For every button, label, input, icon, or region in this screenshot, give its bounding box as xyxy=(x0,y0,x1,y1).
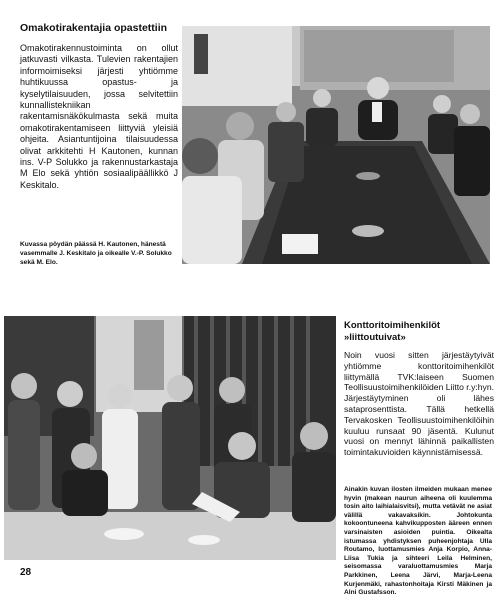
group-photo-graphic xyxy=(4,316,336,560)
article-bottom-caption: Ainakin kuvan ilosten ilmeiden mukaan menee hyvin (makean naurun aiheena oli kuulemma tosin aito laihialaisvitsi), mutta vetävät ne asiat välillä vakavaksikin. Johtokunta kokoontuneena kahvikupposten ääreen ennen varsinaisten asioiden puintia. Oikealta istumassa yhdistyksen puheenjohtaja Ulla Routamo, luottamusmies Anja Korpio, Anna-Liisa Tukia ja sihteeri Leila Helminen, seisomassa varaluottamusmies Marja Parkkinen, Leena Järvi, Marja-Leena Kurjenmäki, rahastonhoitaja Kirsti Mäkinen ja Alni Gustafsson. xyxy=(344,486,492,597)
meeting-photo-icon xyxy=(182,26,490,264)
group-photo-icon xyxy=(4,316,336,560)
article-top-body: Omakotirakennustoiminta on ollut jatkuvasti vilkasta. Tulevien rakentajien informoimiseksi järjesti yhtiömme huhtikuussa opastus- ja kyselytilaisuuden, jossa selvitettiin kunnallistekniikan rakentamisnäkökulmasta sekä muita omakotirakentamiseen liittyviä yleisiä ohjeita. Asiantuntijoina tilaisuudessa olivat arkkitehti H Kautonen, kunnan ins. V-P Solukko ja rakennustarkastaja M Elo sekä yhtiön sosiaalipäällikkö J Keskitalo. xyxy=(20,43,178,190)
meeting-photo-graphic xyxy=(182,26,490,264)
article-top-caption: Kuvassa pöydän päässä H. Kautonen, hänestä vasemmalle J. Keskitalo ja oikealle V.-P. Solukko sekä M. Elo. xyxy=(20,241,172,266)
article-top xyxy=(20,22,178,191)
article-bottom-body: Noin vuosi sitten järjestäytyivät yhtiömme konttoritoimihenkilöt liittymällä TVK:laiseen Suomen Teollisuustoimihenkilöiden Liitto r.y:hyn. Järjestäytyminen oli lähes sataprosenttista. Tällä hetkellä Tervakosken Teollisuustoimihenkilöihin kuuluu runsaat 90 jäsentä. Kulunut vuosi on mennyt lähinnä paikallisten toimintakuvioiden käynnistämisessä. xyxy=(344,350,494,458)
article-bottom-heading: Konttoritoimihenkilöt »liittoutuivat» xyxy=(344,320,441,343)
page-number: 28 xyxy=(20,567,32,578)
article-top-heading: Omakotirakentajia opastettiin xyxy=(20,22,168,34)
article-bottom xyxy=(344,320,494,458)
